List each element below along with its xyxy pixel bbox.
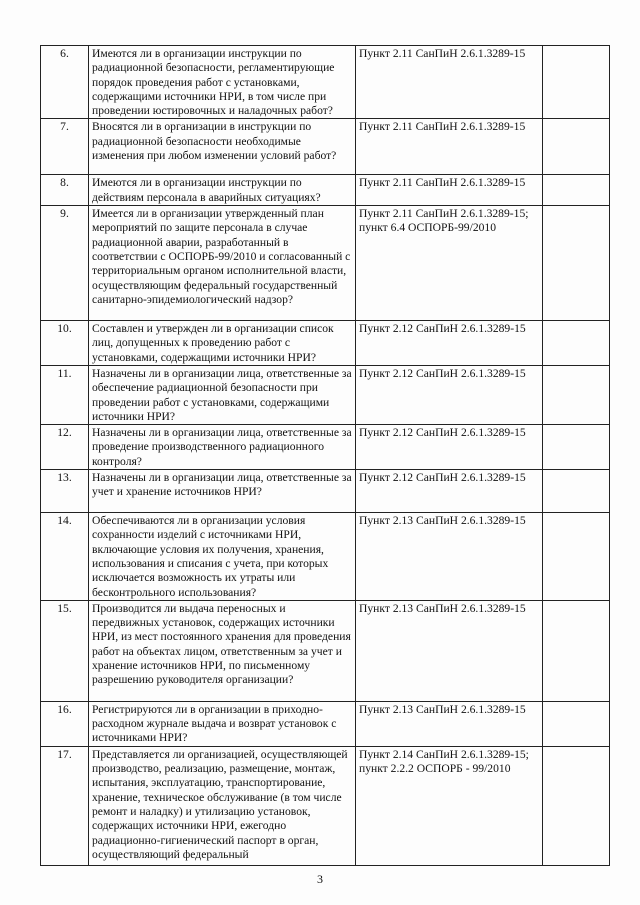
item-number: 16. (41, 701, 89, 746)
question-text: Вносятся ли в организации в инструкции по радиационной безопасности необходимые изменения при любом изменении условий работ? (89, 119, 356, 175)
legal-reference: Пункт 2.13 СанПиН 2.6.1.3289-15 (356, 701, 543, 746)
question-text: Регистрируются ли в организации в приходно-расходном журнале выдача и возврат установок с источниками НРИ? (89, 701, 356, 746)
question-text: Представляется ли организацией, осуществляющей производство, реализацию, размещение, монтаж, испытания, эксплуатацию, транспортирование, хранение, техническое обслуживание (в том числе ремонт и наладку) и утилизацию установок, содержащих источники НРИ, ежегодно радиационно-гигиенический паспорт в орган, осуществляющий федеральный (89, 746, 356, 865)
table-row (41, 321, 610, 366)
question-text: Имеется ли в организации утвержденный план мероприятий по защите персонала в случае радиационной аварии, разработанный в соответствии с ОСПОРБ-99/2010 и согласованный с территориальным органом исполнительной власти, осуществляющим федеральный государственный санитарно-эпидемиологический надзор? (89, 206, 356, 321)
checklist-table (40, 45, 610, 866)
legal-reference: Пункт 2.13 СанПиН 2.6.1.3289-15 (356, 600, 543, 701)
legal-reference: Пункт 2.11 СанПиН 2.6.1.3289-15; пункт 6.4 ОСПОРБ-99/2010 (356, 206, 543, 321)
answer-cell (543, 600, 610, 701)
item-number: 17. (41, 746, 89, 865)
table-row (41, 600, 610, 701)
question-text: Назначены ли в организации лица, ответственные за проведение производственного радиационного контроля? (89, 425, 356, 470)
item-number: 10. (41, 321, 89, 366)
table-row (41, 206, 610, 321)
table-row (41, 425, 610, 470)
table-row (41, 701, 610, 746)
item-number: 13. (41, 470, 89, 513)
legal-reference: Пункт 2.12 СанПиН 2.6.1.3289-15 (356, 365, 543, 424)
legal-reference: Пункт 2.12 СанПиН 2.6.1.3289-15 (356, 321, 543, 366)
legal-reference: Пункт 2.12 СанПиН 2.6.1.3289-15 (356, 470, 543, 513)
checklist-rows (41, 46, 610, 866)
legal-reference: Пункт 2.11 СанПиН 2.6.1.3289-15 (356, 46, 543, 119)
item-number: 9. (41, 206, 89, 321)
question-text: Обеспечиваются ли в организации условия сохранности изделий с источниками НРИ, включающие условия их получения, хранения, использования и списания с учета, при которых исключается возможность их утраты или бесконтрольного использования? (89, 513, 356, 601)
answer-cell (543, 470, 610, 513)
legal-reference: Пункт 2.11 СанПиН 2.6.1.3289-15 (356, 175, 543, 206)
question-text: Составлен и утвержден ли в организации список лиц, допущенных к проведению работ с установками, содержащими источники НРИ? (89, 321, 356, 366)
answer-cell (543, 425, 610, 470)
table-row (41, 175, 610, 206)
legal-reference: Пункт 2.14 СанПиН 2.6.1.3289-15; пункт 2.2.2 ОСПОРБ - 99/2010 (356, 746, 543, 865)
legal-reference: Пункт 2.11 СанПиН 2.6.1.3289-15 (356, 119, 543, 175)
answer-cell (543, 746, 610, 865)
table-row (41, 365, 610, 424)
table-row (41, 46, 610, 119)
item-number: 11. (41, 365, 89, 424)
answer-cell (543, 206, 610, 321)
answer-cell (543, 46, 610, 119)
question-text: Имеются ли в организации инструкции по радиационной безопасности, регламентирующие порядок проведения работ с установками, содержащими источники НРИ, в том числе при проведении юстировочных и наладочных работ? (89, 46, 356, 119)
answer-cell (543, 321, 610, 366)
question-text: Назначены ли в организации лица, ответственные за обеспечение радиационной безопасности при проведении работ с установками, содержащими источники НРИ? (89, 365, 356, 424)
question-text: Производится ли выдача переносных и передвижных установок, содержащих источники НРИ, из мест постоянного хранения для проведения работ на объектах лицом, ответственным за учет и хранение источников НРИ, по письменному разрешению руководителя организации? (89, 600, 356, 701)
question-text: Назначены ли в организации лица, ответственные за учет и хранение источников НРИ? (89, 470, 356, 513)
answer-cell (543, 513, 610, 601)
table-row (41, 470, 610, 513)
item-number: 12. (41, 425, 89, 470)
answer-cell (543, 365, 610, 424)
item-number: 6. (41, 46, 89, 119)
item-number: 15. (41, 600, 89, 701)
item-number: 14. (41, 513, 89, 601)
item-number: 8. (41, 175, 89, 206)
legal-reference: Пункт 2.12 СанПиН 2.6.1.3289-15 (356, 425, 543, 470)
table-row (41, 513, 610, 601)
table-row (41, 119, 610, 175)
page-number: 3 (317, 872, 323, 886)
answer-cell (543, 175, 610, 206)
answer-cell (543, 119, 610, 175)
item-number: 7. (41, 119, 89, 175)
legal-reference: Пункт 2.13 СанПиН 2.6.1.3289-15 (356, 513, 543, 601)
table-row (41, 746, 610, 865)
question-text: Имеются ли в организации инструкции по действиям персонала в аварийных ситуациях? (89, 175, 356, 206)
answer-cell (543, 701, 610, 746)
